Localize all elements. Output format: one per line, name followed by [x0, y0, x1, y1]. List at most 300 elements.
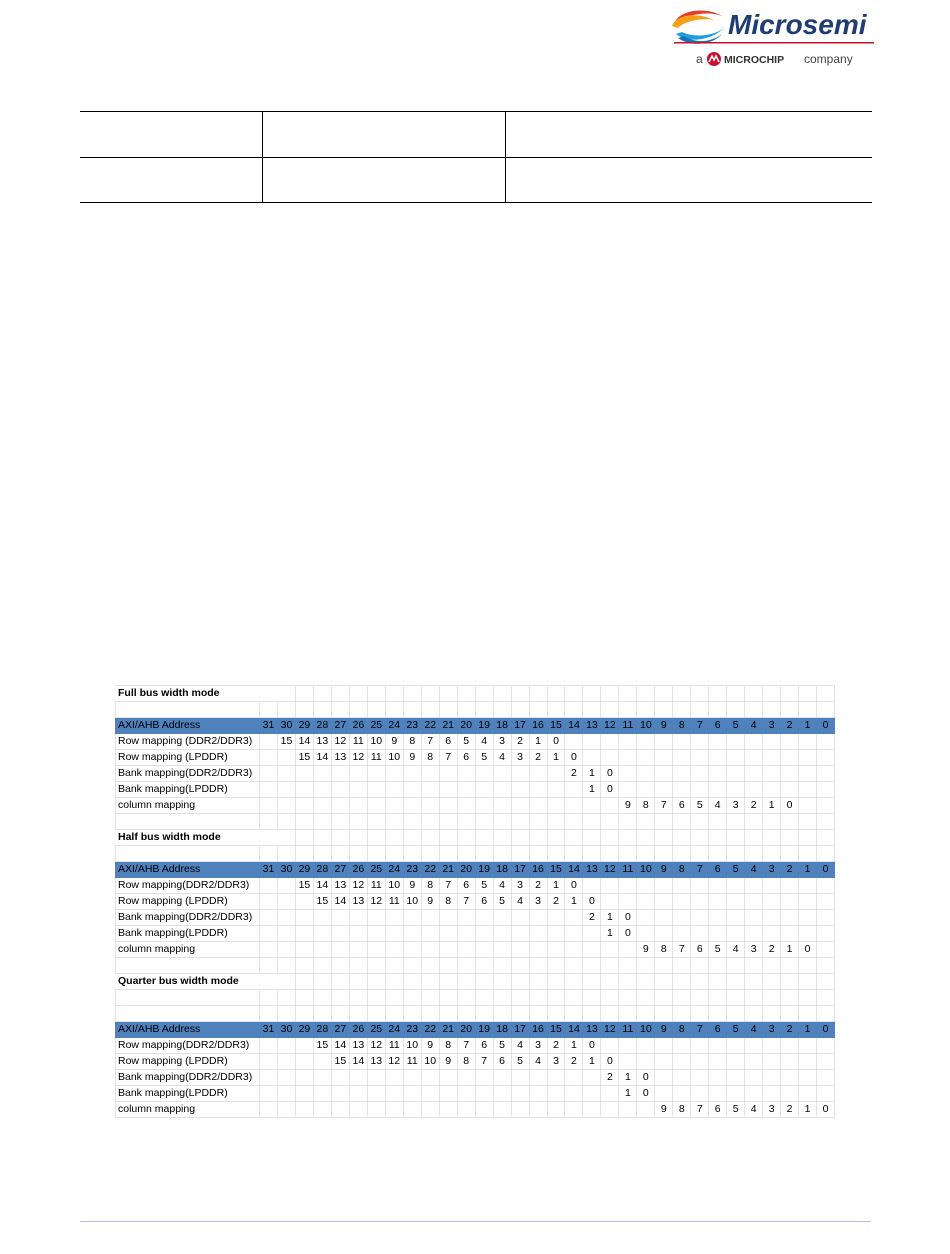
- empty-cell: [547, 990, 565, 1006]
- empty-cell: [619, 1038, 637, 1054]
- empty-cell: [565, 926, 583, 942]
- bit-header-cell: 26: [349, 718, 367, 734]
- empty-cell: [349, 830, 367, 846]
- empty-cell: [493, 782, 511, 798]
- empty-cell: [565, 782, 583, 798]
- empty-cell: [260, 1006, 278, 1022]
- empty-cell: [781, 910, 799, 926]
- mapping-cell: 0: [583, 1038, 601, 1054]
- empty-cell: [511, 990, 529, 1006]
- bit-header-cell: 5: [727, 718, 745, 734]
- empty-cell: [763, 894, 781, 910]
- bit-header-cell: 16: [529, 1022, 547, 1038]
- empty-cell: [367, 1086, 385, 1102]
- mapping-cell: 0: [817, 1102, 835, 1118]
- empty-cell: [313, 990, 331, 1006]
- mapping-cell: 1: [799, 1102, 817, 1118]
- empty-cell: [637, 990, 655, 1006]
- bit-header-cell: 29: [295, 1022, 313, 1038]
- microsemi-logo: [668, 4, 874, 70]
- empty-cell: [799, 878, 817, 894]
- empty-cell: [673, 1054, 691, 1070]
- empty-cell: [295, 1102, 313, 1118]
- empty-cell: [457, 942, 475, 958]
- empty-cell: [493, 798, 511, 814]
- empty-cell: [385, 1086, 403, 1102]
- empty-cell: [475, 830, 493, 846]
- section-title-row: [116, 830, 835, 846]
- empty-cell: [331, 942, 349, 958]
- empty-cell: [799, 782, 817, 798]
- mapping-cell: 1: [601, 910, 619, 926]
- empty-cell: [619, 782, 637, 798]
- mapping-cell: 3: [763, 1102, 781, 1118]
- empty-cell: [817, 1054, 835, 1070]
- empty-cell: [313, 686, 331, 702]
- empty-cell: [781, 734, 799, 750]
- bit-header-cell: 31: [260, 1022, 278, 1038]
- empty-cell: [565, 1070, 583, 1086]
- empty-cell: [511, 830, 529, 846]
- bit-header-cell: 26: [349, 1022, 367, 1038]
- empty-cell: [781, 782, 799, 798]
- row-label: Row mapping (DDR2/DDR3): [116, 734, 260, 750]
- bit-header-cell: 23: [403, 862, 421, 878]
- empty-cell: [637, 830, 655, 846]
- bit-header-cell: 21: [439, 862, 457, 878]
- empty-cell: [295, 1086, 313, 1102]
- empty-cell: [547, 942, 565, 958]
- bit-header-cell: 8: [673, 718, 691, 734]
- empty-cell: [331, 686, 349, 702]
- empty-cell: [475, 782, 493, 798]
- row-label: Bank mapping(DDR2/DDR3): [116, 766, 260, 782]
- empty-cell: [385, 958, 403, 974]
- empty-cell: [709, 926, 727, 942]
- empty-cell: [367, 798, 385, 814]
- empty-cell: [781, 926, 799, 942]
- empty-cell: [277, 878, 295, 894]
- bit-header-cell: 8: [673, 1022, 691, 1038]
- empty-cell: [260, 894, 278, 910]
- empty-cell: [547, 846, 565, 862]
- empty-cell: [493, 830, 511, 846]
- empty-cell: [817, 942, 835, 958]
- empty-cell: [817, 990, 835, 1006]
- empty-cell: [691, 830, 709, 846]
- empty-cell: [277, 782, 295, 798]
- empty-cell: [817, 750, 835, 766]
- mapping-cell: 10: [403, 1038, 421, 1054]
- bit-header-cell: 27: [331, 718, 349, 734]
- empty-cell: [295, 974, 313, 990]
- empty-cell: [331, 766, 349, 782]
- empty-cell: [331, 1070, 349, 1086]
- empty-cell: [349, 990, 367, 1006]
- mapping-cell: 8: [421, 878, 439, 894]
- blank-row: [116, 846, 835, 862]
- empty-cell: [295, 1070, 313, 1086]
- mapping-cell: 10: [367, 734, 385, 750]
- bit-header-cell: 17: [511, 718, 529, 734]
- empty-cell: [331, 958, 349, 974]
- empty-cell: [799, 846, 817, 862]
- empty-cell: [457, 990, 475, 1006]
- empty-cell: [277, 846, 295, 862]
- row-label: column mapping: [116, 798, 260, 814]
- empty-cell: [421, 926, 439, 942]
- empty-cell: [817, 846, 835, 862]
- empty-cell: [637, 846, 655, 862]
- mapping-cell: 12: [349, 750, 367, 766]
- empty-cell: [799, 750, 817, 766]
- mapping-cell: 11: [349, 734, 367, 750]
- row-label: Row mapping (LPDDR): [116, 894, 260, 910]
- empty-cell: [295, 926, 313, 942]
- empty-cell: [457, 1070, 475, 1086]
- bit-header-cell: 20: [457, 1022, 475, 1038]
- empty-cell: [529, 846, 547, 862]
- empty-cell: [673, 734, 691, 750]
- bit-header-cell: 4: [745, 1022, 763, 1038]
- bit-header-cell: 24: [385, 718, 403, 734]
- mapping-cell: 7: [691, 1102, 709, 1118]
- empty-cell: [331, 846, 349, 862]
- empty-cell: [727, 878, 745, 894]
- empty-cell: [367, 1006, 385, 1022]
- mapping-row: [116, 1086, 835, 1102]
- empty-cell: [817, 974, 835, 990]
- empty-cell: [295, 686, 313, 702]
- empty-cell: [619, 1102, 637, 1118]
- mapping-row: [116, 1054, 835, 1070]
- empty-cell: [457, 782, 475, 798]
- mapping-row: [116, 878, 835, 894]
- bit-header-cell: 23: [403, 1022, 421, 1038]
- empty-cell: [313, 910, 331, 926]
- mapping-cell: 10: [403, 894, 421, 910]
- mapping-cell: 5: [727, 1102, 745, 1118]
- empty-cell: [277, 766, 295, 782]
- empty-cell: [403, 1070, 421, 1086]
- empty-cell: [601, 702, 619, 718]
- empty-cell: [655, 814, 673, 830]
- mapping-cell: 7: [421, 734, 439, 750]
- empty-cell: [673, 990, 691, 1006]
- empty-cell: [583, 702, 601, 718]
- blank-cell: [116, 958, 260, 974]
- blank-cell: [116, 1006, 260, 1022]
- empty-cell: [637, 1054, 655, 1070]
- mapping-cell: 12: [385, 1054, 403, 1070]
- empty-cell: [745, 686, 763, 702]
- empty-cell: [547, 814, 565, 830]
- empty-cell: [637, 1038, 655, 1054]
- row-label: Row mapping (LPDDR): [116, 1054, 260, 1070]
- empty-cell: [385, 702, 403, 718]
- empty-cell: [260, 974, 278, 990]
- blank-cell: [116, 702, 260, 718]
- empty-cell: [709, 734, 727, 750]
- empty-cell: [583, 1006, 601, 1022]
- empty-cell: [493, 910, 511, 926]
- empty-cell: [691, 894, 709, 910]
- empty-cell: [439, 798, 457, 814]
- empty-cell: [547, 958, 565, 974]
- empty-cell: [475, 958, 493, 974]
- empty-cell: [385, 1070, 403, 1086]
- empty-cell: [457, 846, 475, 862]
- empty-cell: [583, 846, 601, 862]
- empty-cell: [295, 798, 313, 814]
- empty-cell: [313, 814, 331, 830]
- mapping-cell: 9: [403, 878, 421, 894]
- empty-cell: [403, 686, 421, 702]
- empty-cell: [421, 942, 439, 958]
- empty-cell: [367, 830, 385, 846]
- empty-cell: [421, 798, 439, 814]
- empty-cell: [277, 798, 295, 814]
- empty-cell: [385, 926, 403, 942]
- empty-cell: [745, 734, 763, 750]
- bit-header-cell: 2: [781, 718, 799, 734]
- empty-cell: [655, 1070, 673, 1086]
- bit-header-cell: 30: [277, 718, 295, 734]
- empty-cell: [673, 702, 691, 718]
- empty-cell: [529, 702, 547, 718]
- empty-cell: [421, 990, 439, 1006]
- empty-cell: [313, 1086, 331, 1102]
- empty-cell: [260, 846, 278, 862]
- empty-cell: [439, 702, 457, 718]
- row-label: Bank mapping(LPDDR): [116, 926, 260, 942]
- empty-cell: [637, 878, 655, 894]
- empty-cell: [691, 782, 709, 798]
- empty-cell: [817, 814, 835, 830]
- empty-cell: [583, 814, 601, 830]
- empty-cell: [529, 990, 547, 1006]
- empty-cell: [655, 750, 673, 766]
- bit-header-cell: 25: [367, 718, 385, 734]
- empty-cell: [403, 766, 421, 782]
- empty-cell: [619, 846, 637, 862]
- mapping-cell: 4: [745, 1102, 763, 1118]
- empty-cell: [655, 974, 673, 990]
- empty-cell: [260, 1038, 278, 1054]
- bit-header-cell: 31: [260, 718, 278, 734]
- empty-cell: [331, 974, 349, 990]
- blank-cell: [116, 846, 260, 862]
- empty-cell: [817, 1038, 835, 1054]
- mapping-cell: 6: [691, 942, 709, 958]
- empty-cell: [313, 846, 331, 862]
- empty-cell: [763, 766, 781, 782]
- bit-header-cell: 21: [439, 718, 457, 734]
- empty-cell: [727, 830, 745, 846]
- mapping-cell: 8: [421, 750, 439, 766]
- mapping-cell: 0: [601, 766, 619, 782]
- bit-header-cell: 12: [601, 718, 619, 734]
- mapping-cell: 4: [493, 878, 511, 894]
- empty-cell: [709, 750, 727, 766]
- empty-cell: [439, 926, 457, 942]
- empty-cell: [493, 942, 511, 958]
- empty-cell: [403, 942, 421, 958]
- empty-cell: [565, 814, 583, 830]
- mapping-cell: 14: [313, 878, 331, 894]
- empty-cell: [817, 830, 835, 846]
- empty-cell: [745, 878, 763, 894]
- empty-cell: [260, 1070, 278, 1086]
- empty-cell: [619, 766, 637, 782]
- mapping-cell: 8: [457, 1054, 475, 1070]
- bit-header-cell: 11: [619, 862, 637, 878]
- empty-cell: [403, 798, 421, 814]
- mapping-cell: 1: [781, 942, 799, 958]
- mapping-cell: 5: [511, 1054, 529, 1070]
- empty-cell: [511, 942, 529, 958]
- empty-cell: [583, 958, 601, 974]
- empty-cell: [565, 1086, 583, 1102]
- empty-cell: [277, 990, 295, 1006]
- empty-cell: [763, 734, 781, 750]
- empty-cell: [763, 814, 781, 830]
- empty-cell: [439, 846, 457, 862]
- empty-cell: [799, 686, 817, 702]
- empty-cell: [601, 750, 619, 766]
- empty-cell: [511, 702, 529, 718]
- empty-cell: [260, 782, 278, 798]
- bit-header-cell: 27: [331, 862, 349, 878]
- empty-cell: [277, 894, 295, 910]
- bit-header-cell: 15: [547, 1022, 565, 1038]
- mapping-cell: 13: [313, 734, 331, 750]
- row-label: column mapping: [116, 1102, 260, 1118]
- empty-cell: [277, 1086, 295, 1102]
- empty-cell: [421, 1102, 439, 1118]
- empty-cell: [313, 702, 331, 718]
- empty-cell: [655, 782, 673, 798]
- empty-cell: [709, 974, 727, 990]
- empty-cell: [655, 766, 673, 782]
- mapping-cell: 14: [349, 1054, 367, 1070]
- empty-cell: [475, 1070, 493, 1086]
- mapping-cell: 4: [511, 1038, 529, 1054]
- empty-cell: [313, 926, 331, 942]
- row-label: AXI/AHB Address: [116, 862, 260, 878]
- empty-cell: [655, 1006, 673, 1022]
- mapping-cell: 14: [331, 894, 349, 910]
- mapping-cell: 7: [439, 878, 457, 894]
- empty-cell: [439, 782, 457, 798]
- empty-cell: [583, 1102, 601, 1118]
- empty-cell: [565, 942, 583, 958]
- mapping-cell: 9: [655, 1102, 673, 1118]
- section-title-row: [116, 974, 835, 990]
- mapping-cell: 8: [439, 1038, 457, 1054]
- mapping-row: [116, 1102, 835, 1118]
- mapping-cell: 2: [511, 734, 529, 750]
- bit-header-cell: 10: [637, 862, 655, 878]
- empty-cell: [385, 782, 403, 798]
- empty-cell: [745, 750, 763, 766]
- mapping-cell: 12: [367, 1038, 385, 1054]
- empty-cell: [529, 1102, 547, 1118]
- address-header-row: [116, 862, 835, 878]
- empty-cell: [313, 1102, 331, 1118]
- empty-cell: [295, 1038, 313, 1054]
- empty-cell: [385, 686, 403, 702]
- empty-cell: [260, 766, 278, 782]
- bit-header-cell: 1: [799, 862, 817, 878]
- mapping-row: [116, 926, 835, 942]
- bit-header-cell: 0: [817, 718, 835, 734]
- empty-cell: [511, 766, 529, 782]
- empty-cell: [601, 1038, 619, 1054]
- empty-cell: [493, 926, 511, 942]
- empty-cell: [547, 926, 565, 942]
- empty-cell: [763, 782, 781, 798]
- mapping-cell: 15: [331, 1054, 349, 1070]
- empty-cell: [637, 894, 655, 910]
- bit-header-cell: 16: [529, 718, 547, 734]
- empty-cell: [565, 686, 583, 702]
- bit-header-cell: 9: [655, 862, 673, 878]
- empty-cell: [817, 1070, 835, 1086]
- row-label: AXI/AHB Address: [116, 1022, 260, 1038]
- mapping-row: [116, 1038, 835, 1054]
- empty-cell: [655, 1086, 673, 1102]
- empty-cell: [457, 910, 475, 926]
- empty-cell: [385, 942, 403, 958]
- empty-cell: [475, 846, 493, 862]
- mapping-cell: 0: [637, 1086, 655, 1102]
- bit-header-cell: 20: [457, 718, 475, 734]
- empty-cell: [673, 830, 691, 846]
- empty-cell: [619, 990, 637, 1006]
- bit-header-cell: 14: [565, 862, 583, 878]
- empty-cell: [781, 830, 799, 846]
- empty-cell: [260, 734, 278, 750]
- row-label: Row mapping (LPDDR): [116, 750, 260, 766]
- empty-cell: [745, 766, 763, 782]
- empty-cell: [349, 766, 367, 782]
- mapping-cell: 7: [457, 894, 475, 910]
- empty-cell: [709, 702, 727, 718]
- empty-cell: [349, 1070, 367, 1086]
- empty-cell: [691, 846, 709, 862]
- empty-cell: [763, 910, 781, 926]
- empty-cell: [349, 1086, 367, 1102]
- empty-cell: [745, 702, 763, 718]
- empty-cell: [439, 766, 457, 782]
- empty-cell: [331, 782, 349, 798]
- mapping-cell: 12: [331, 734, 349, 750]
- mapping-cell: 6: [475, 894, 493, 910]
- empty-cell: [547, 766, 565, 782]
- empty-cell: [673, 974, 691, 990]
- mapping-row: [116, 750, 835, 766]
- empty-cell: [331, 814, 349, 830]
- empty-cell: [691, 1006, 709, 1022]
- empty-cell: [763, 1054, 781, 1070]
- empty-cell: [457, 1102, 475, 1118]
- empty-cell: [385, 990, 403, 1006]
- mapping-cell: 5: [457, 734, 475, 750]
- empty-cell: [691, 1070, 709, 1086]
- mapping-cell: 13: [349, 1038, 367, 1054]
- top-table: [80, 111, 872, 203]
